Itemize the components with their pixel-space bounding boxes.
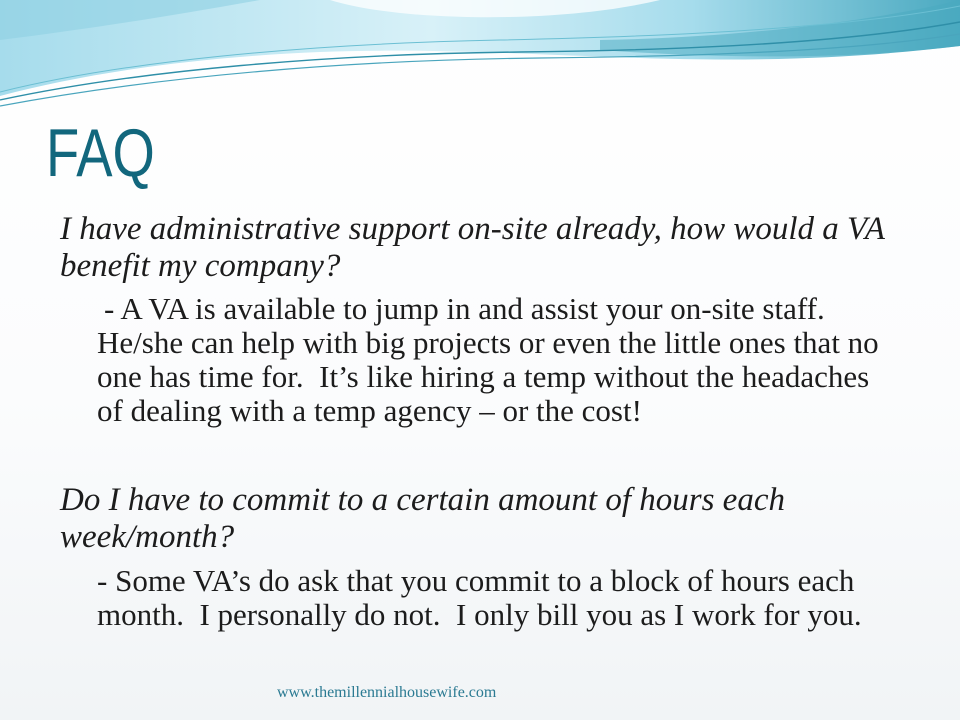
question-line: I have administrative support on-site already, how would a VA xyxy=(60,211,885,247)
faq-question xyxy=(60,482,785,556)
answer-line: He/she can help with big projects or even the little ones that no xyxy=(97,325,879,360)
question-line: week/month? xyxy=(60,519,235,555)
faq-answer xyxy=(97,564,862,632)
answer-line: - A VA is available to jump in and assist your on-site staff. xyxy=(104,291,825,326)
answer-line: - Some VA’s do ask that you commit to a block of hours each xyxy=(97,563,855,598)
faq-question xyxy=(60,211,885,285)
question-line: Do I have to commit to a certain amount of hours each xyxy=(60,482,785,518)
footer-url: www.themillennialhousewife.com xyxy=(277,684,497,701)
answer-line: one has time for. It’s like hiring a temp without the headaches xyxy=(97,359,870,394)
answer-line: of dealing with a temp agency – or the cost! xyxy=(97,393,642,428)
header-wave-decoration xyxy=(0,0,960,130)
slide-title: FAQ xyxy=(46,115,155,191)
faq-answer xyxy=(97,292,879,428)
question-line: benefit my company? xyxy=(60,248,341,284)
answer-line: month. I personally do not. I only bill you as I work for you. xyxy=(97,597,862,632)
